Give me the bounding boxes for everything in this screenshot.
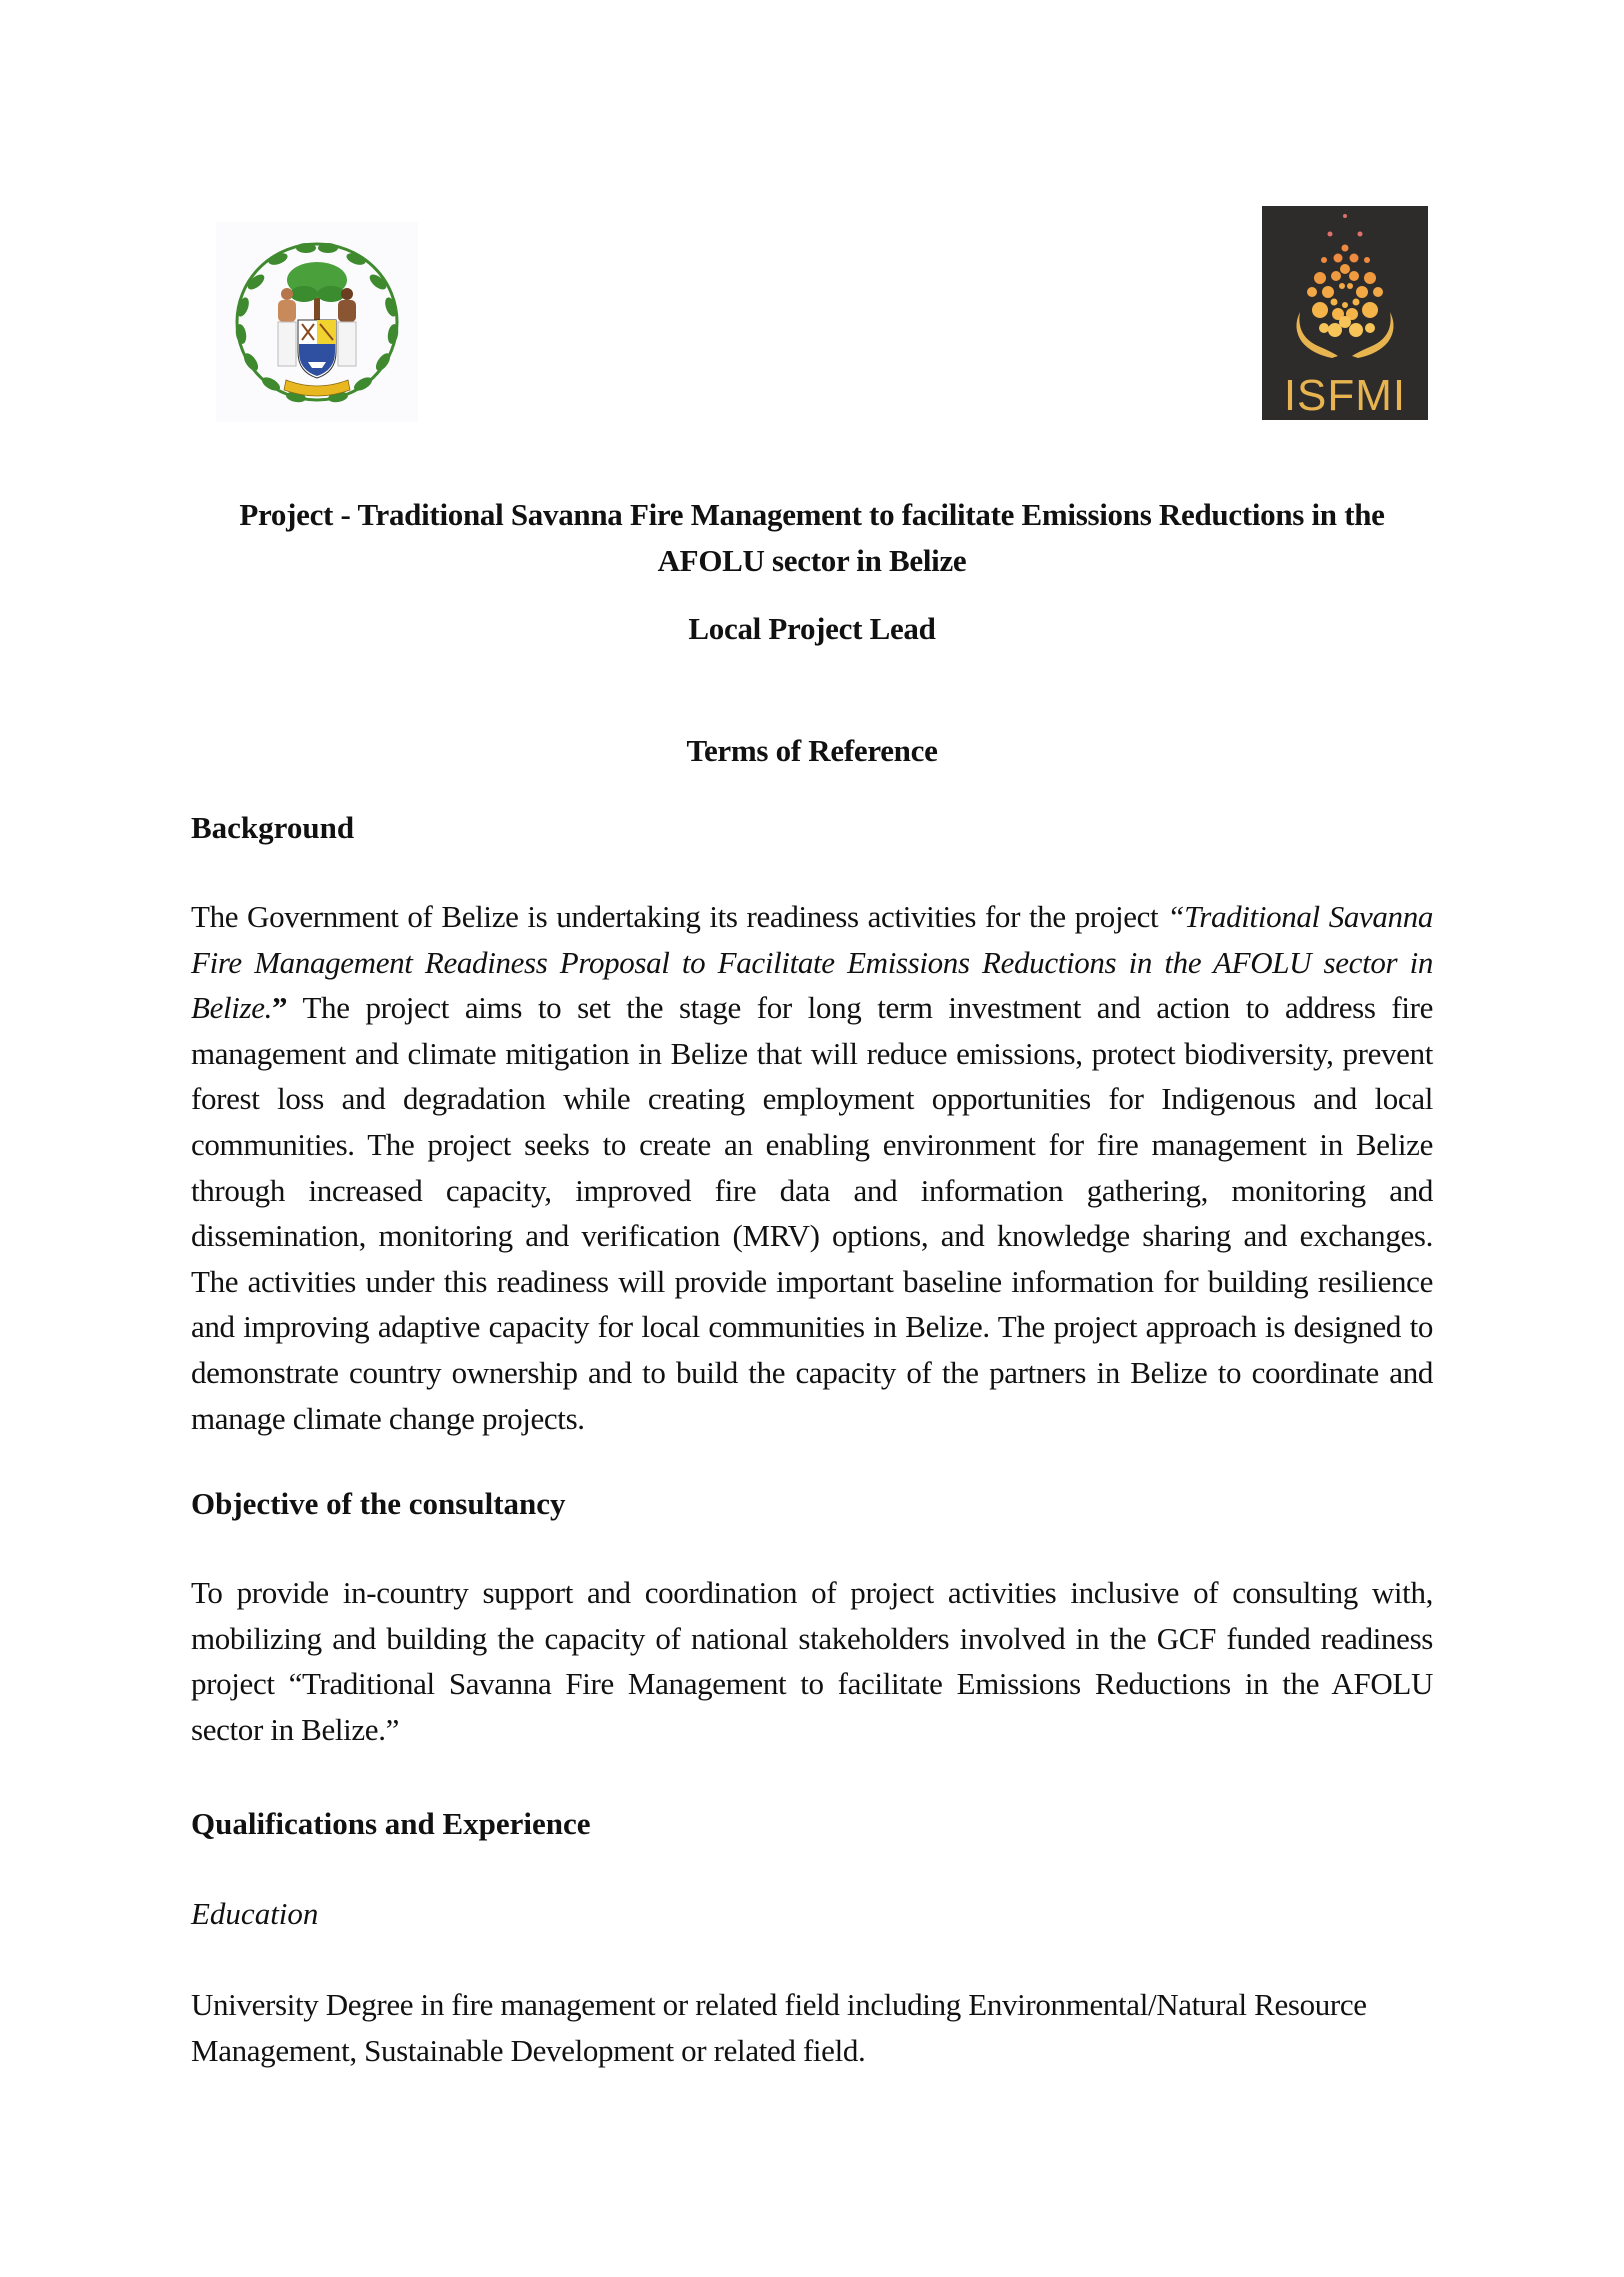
objective-paragraph: To provide in-country support and coordination of project activities inclusive of consulting with, mobilizing and building the capacity of national stakeholders involved in the GCF funded readiness project “Traditional Savanna Fire Management to facilitate Emissions Reductions in the AFOLU sector in Belize.” (191, 1575, 1433, 1747)
project-title-line-1: Project - Traditional Savanna Fire Management to facilitate Emissions Reductions in the (239, 497, 1385, 532)
background-paragraph (191, 894, 1433, 1441)
education-paragraph: University Degree in fire management or related field including Environmental/Natural Resource Management, Sustainable Development or related field. (191, 1987, 1367, 2068)
belize-coat-of-arms-logo (216, 222, 418, 422)
project-title-line-2: AFOLU sector in Belize (657, 543, 967, 578)
education-subheading: Education (191, 1896, 319, 1931)
background-body: The project aims to set the stage for long term investment and action to address fire management and climate mitigation in Belize that will reduce emissions, protect biodiversity, prevent forest loss and degradation while creating employment opportunities for Indigenous and local communities. The project seeks to create an enabling environment for fire management in Belize through increased capacity, improved fire data and information gathering, monitoring and dissemination, monitoring and verification (MRV) options, and knowledge sharing and exchanges. The activities under this readiness will provide important baseline information for building resilience and improving adaptive capacity for local communities in Belize. The project approach is designed to demonstrate country ownership and to build the capacity of the partners in Belize to coordinate and manage climate change projects. (191, 990, 1433, 1436)
background-open-quote: “ (1167, 899, 1185, 934)
role-title: Local Project Lead (688, 611, 936, 646)
project-title (190, 492, 1434, 584)
qualifications-heading: Qualifications and Experience (191, 1806, 591, 1841)
background-italic-title: Traditional Savanna Fire Management Readiness Proposal to Facilitate Emissions Reductions in the AFOLU sector in Belize. (191, 899, 1433, 1026)
terms-of-reference-title: Terms of Reference (686, 733, 938, 768)
background-intro: The Government of Belize is undertaking its readiness activities for the project (191, 899, 1168, 934)
objective-heading: Objective of the consultancy (191, 1486, 566, 1521)
isfmi-flame-hands-icon (1262, 206, 1428, 420)
coat-of-arms-icon (216, 222, 418, 422)
background-heading: Background (191, 810, 355, 845)
isfmi-logo (1262, 206, 1428, 420)
isfmi-logo-text: ISFMI (1283, 371, 1407, 420)
background-close-quote: ” (272, 990, 288, 1026)
